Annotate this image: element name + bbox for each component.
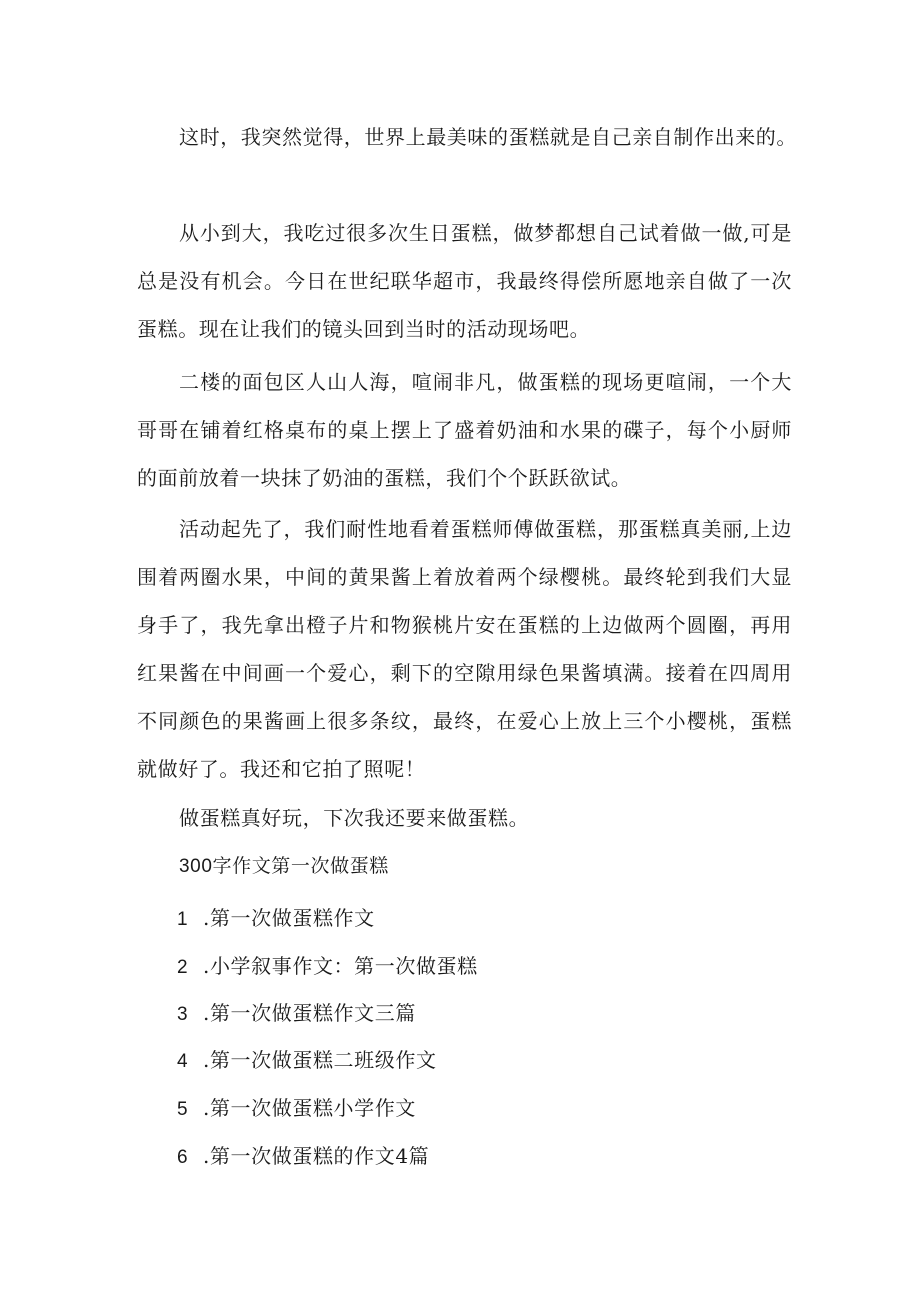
toc-item-number: 2 (177, 957, 189, 978)
toc-item-label: .第一次做蛋糕作文 (203, 906, 375, 930)
toc-item-5[interactable] (177, 1093, 416, 1125)
toc-item-3[interactable] (177, 998, 416, 1030)
paragraph-activity: 活动起先了，我们耐性地看着蛋糕师傅做蛋糕，那蛋糕真美丽,上边围着两圈水果，中间的黄果酱上着放着两个绿樱桃。最终轮到我们大显身手了，我先拿出橙子片和物猴桃片安在蛋糕的上边做两个圆圈，再用红果酱在中间画一个爱心，剩下的空隙用绿色果酱填满。接着在四周用不同颜色的果酱画上很多条纹，最终，在爱心上放上三个小樱桃，蛋糕就做好了。我还和它拍了照呢！ (137, 517, 792, 781)
toc-title: 300字作文第一次做蛋糕 (179, 856, 389, 877)
toc-item-2[interactable] (177, 951, 478, 983)
paragraph-conclusion-line: 这时，我突然觉得，世界上最美味的蛋糕就是自己亲自制作出来的。 (179, 125, 797, 149)
toc-item-4[interactable] (177, 1045, 437, 1077)
toc-item-number: 3 (177, 1004, 189, 1025)
paragraph-intro: 从小到大，我吃过很多次生日蛋糕，做梦都想自己试着做一做,可是总是没有机会。今日在世纪联华超市，我最终得偿所愿地亲自做了一次蛋糕。现在让我们的镜头回到当时的活动现场吧。 (137, 221, 792, 341)
paragraph-ending: 做蛋糕真好玩，下次我还要来做蛋糕。 (179, 806, 530, 830)
paragraph-scene: 二楼的面包区人山人海，喧闹非凡，做蛋糕的现场更喧闹，一个大哥哥在铺着红格桌布的桌上摆上了盛着奶油和水果的碟子，每个小厨师的面前放着一块抹了奶油的蛋糕，我们个个跃跃欲试。 (137, 370, 792, 490)
toc-item-number: 6 (177, 1147, 189, 1168)
toc-item-label: .第一次做蛋糕的作文4篇 (203, 1144, 430, 1168)
toc-item-number: 5 (177, 1099, 189, 1120)
toc-item-label: .第一次做蛋糕作文三篇 (203, 1001, 416, 1025)
toc-item-label: .小学叙事作文：第一次做蛋糕 (203, 954, 478, 978)
toc-item-6[interactable] (177, 1141, 429, 1173)
toc-item-1[interactable] (177, 903, 375, 935)
toc-item-number: 1 (177, 909, 189, 930)
toc-item-label: .第一次做蛋糕二班级作文 (203, 1048, 437, 1072)
toc-item-label: .第一次做蛋糕小学作文 (203, 1096, 416, 1120)
toc-item-number: 4 (177, 1051, 189, 1072)
